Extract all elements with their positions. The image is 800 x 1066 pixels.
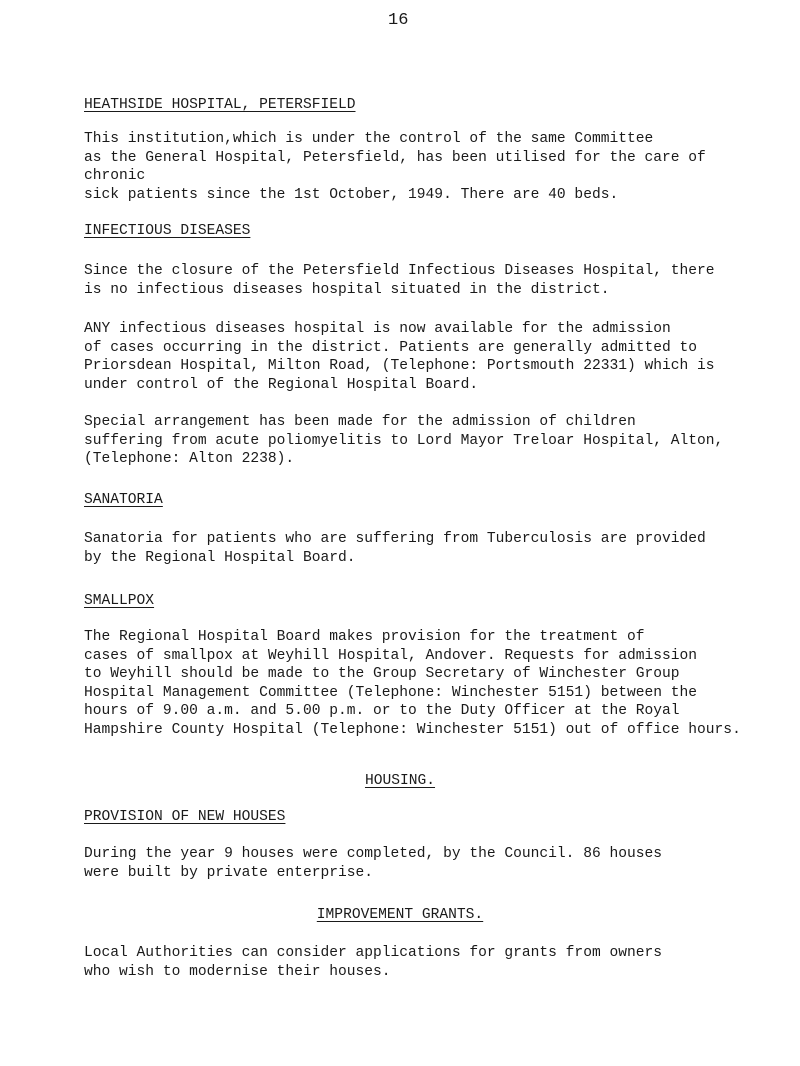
heading-smallpox: SMALLPOX: [84, 593, 155, 609]
paragraph-infectious-1: Since the closure of the Petersfield Infectious Diseases Hospital, there is no infectious diseases hospital situated in the district.: [84, 263, 715, 298]
paragraph-infectious-3: Special arrangement has been made for the admission of children suffering from acute poliomyelitis to Lord Mayor Treloar Hospital, Alton, (Telephone: Alton 2238).: [84, 414, 724, 467]
paragraph-sanatoria: Sanatoria for patients who are suffering from Tuberculosis are provided by the Regional Hospital Board.: [84, 531, 706, 566]
heading-improvement-grants: IMPROVEMENT GRANTS.: [316, 907, 484, 923]
page-number: 16: [388, 11, 409, 30]
heading-housing: HOUSING.: [364, 773, 436, 789]
paragraph-smallpox: The Regional Hospital Board makes provision for the treatment of cases of smallpox at Weyhill Hospital, Andover. Requests for admission to Weyhill should be made to the Group Secretary of Winchester Group Hospital Management Committee (Telephone: Winchester 5151) between the hours of 9.00 a.m. and 5.00 p.m. or to the Duty Officer at the Royal Hampshire County Hospital (Telephone: Winchester 5151) out of office hours.: [84, 629, 741, 738]
paragraph-improvement-grants: Local Authorities can consider applications for grants from owners who wish to modernise their houses.: [84, 945, 663, 980]
paragraph-heathside: This institution,which is under the control of the same Committee as the General Hospital, Petersfield, has been utilised for the care of chronic sick patients since the 1st October, 1949. There are 40 beds.: [84, 131, 706, 203]
paragraph-infectious-2: ANY infectious diseases hospital is now available for the admission of cases occurring in the district. Patients are generally admitted to Priorsdean Hospital, Milton Road, (Telephone: Portsmouth 22331) which is under control of the Regional Hospital Board.: [84, 321, 715, 393]
heading-sanatoria: SANATORIA: [84, 492, 163, 508]
heading-provision-new-houses: PROVISION OF NEW HOUSES: [84, 809, 286, 825]
heading-infectious-diseases: INFECTIOUS DISEASES: [84, 223, 251, 239]
heading-heathside-hospital: HEATHSIDE HOSPITAL, PETERSFIELD: [84, 97, 356, 113]
paragraph-new-houses: During the year 9 houses were completed, by the Council. 86 houses were built by private enterprise.: [84, 846, 663, 881]
